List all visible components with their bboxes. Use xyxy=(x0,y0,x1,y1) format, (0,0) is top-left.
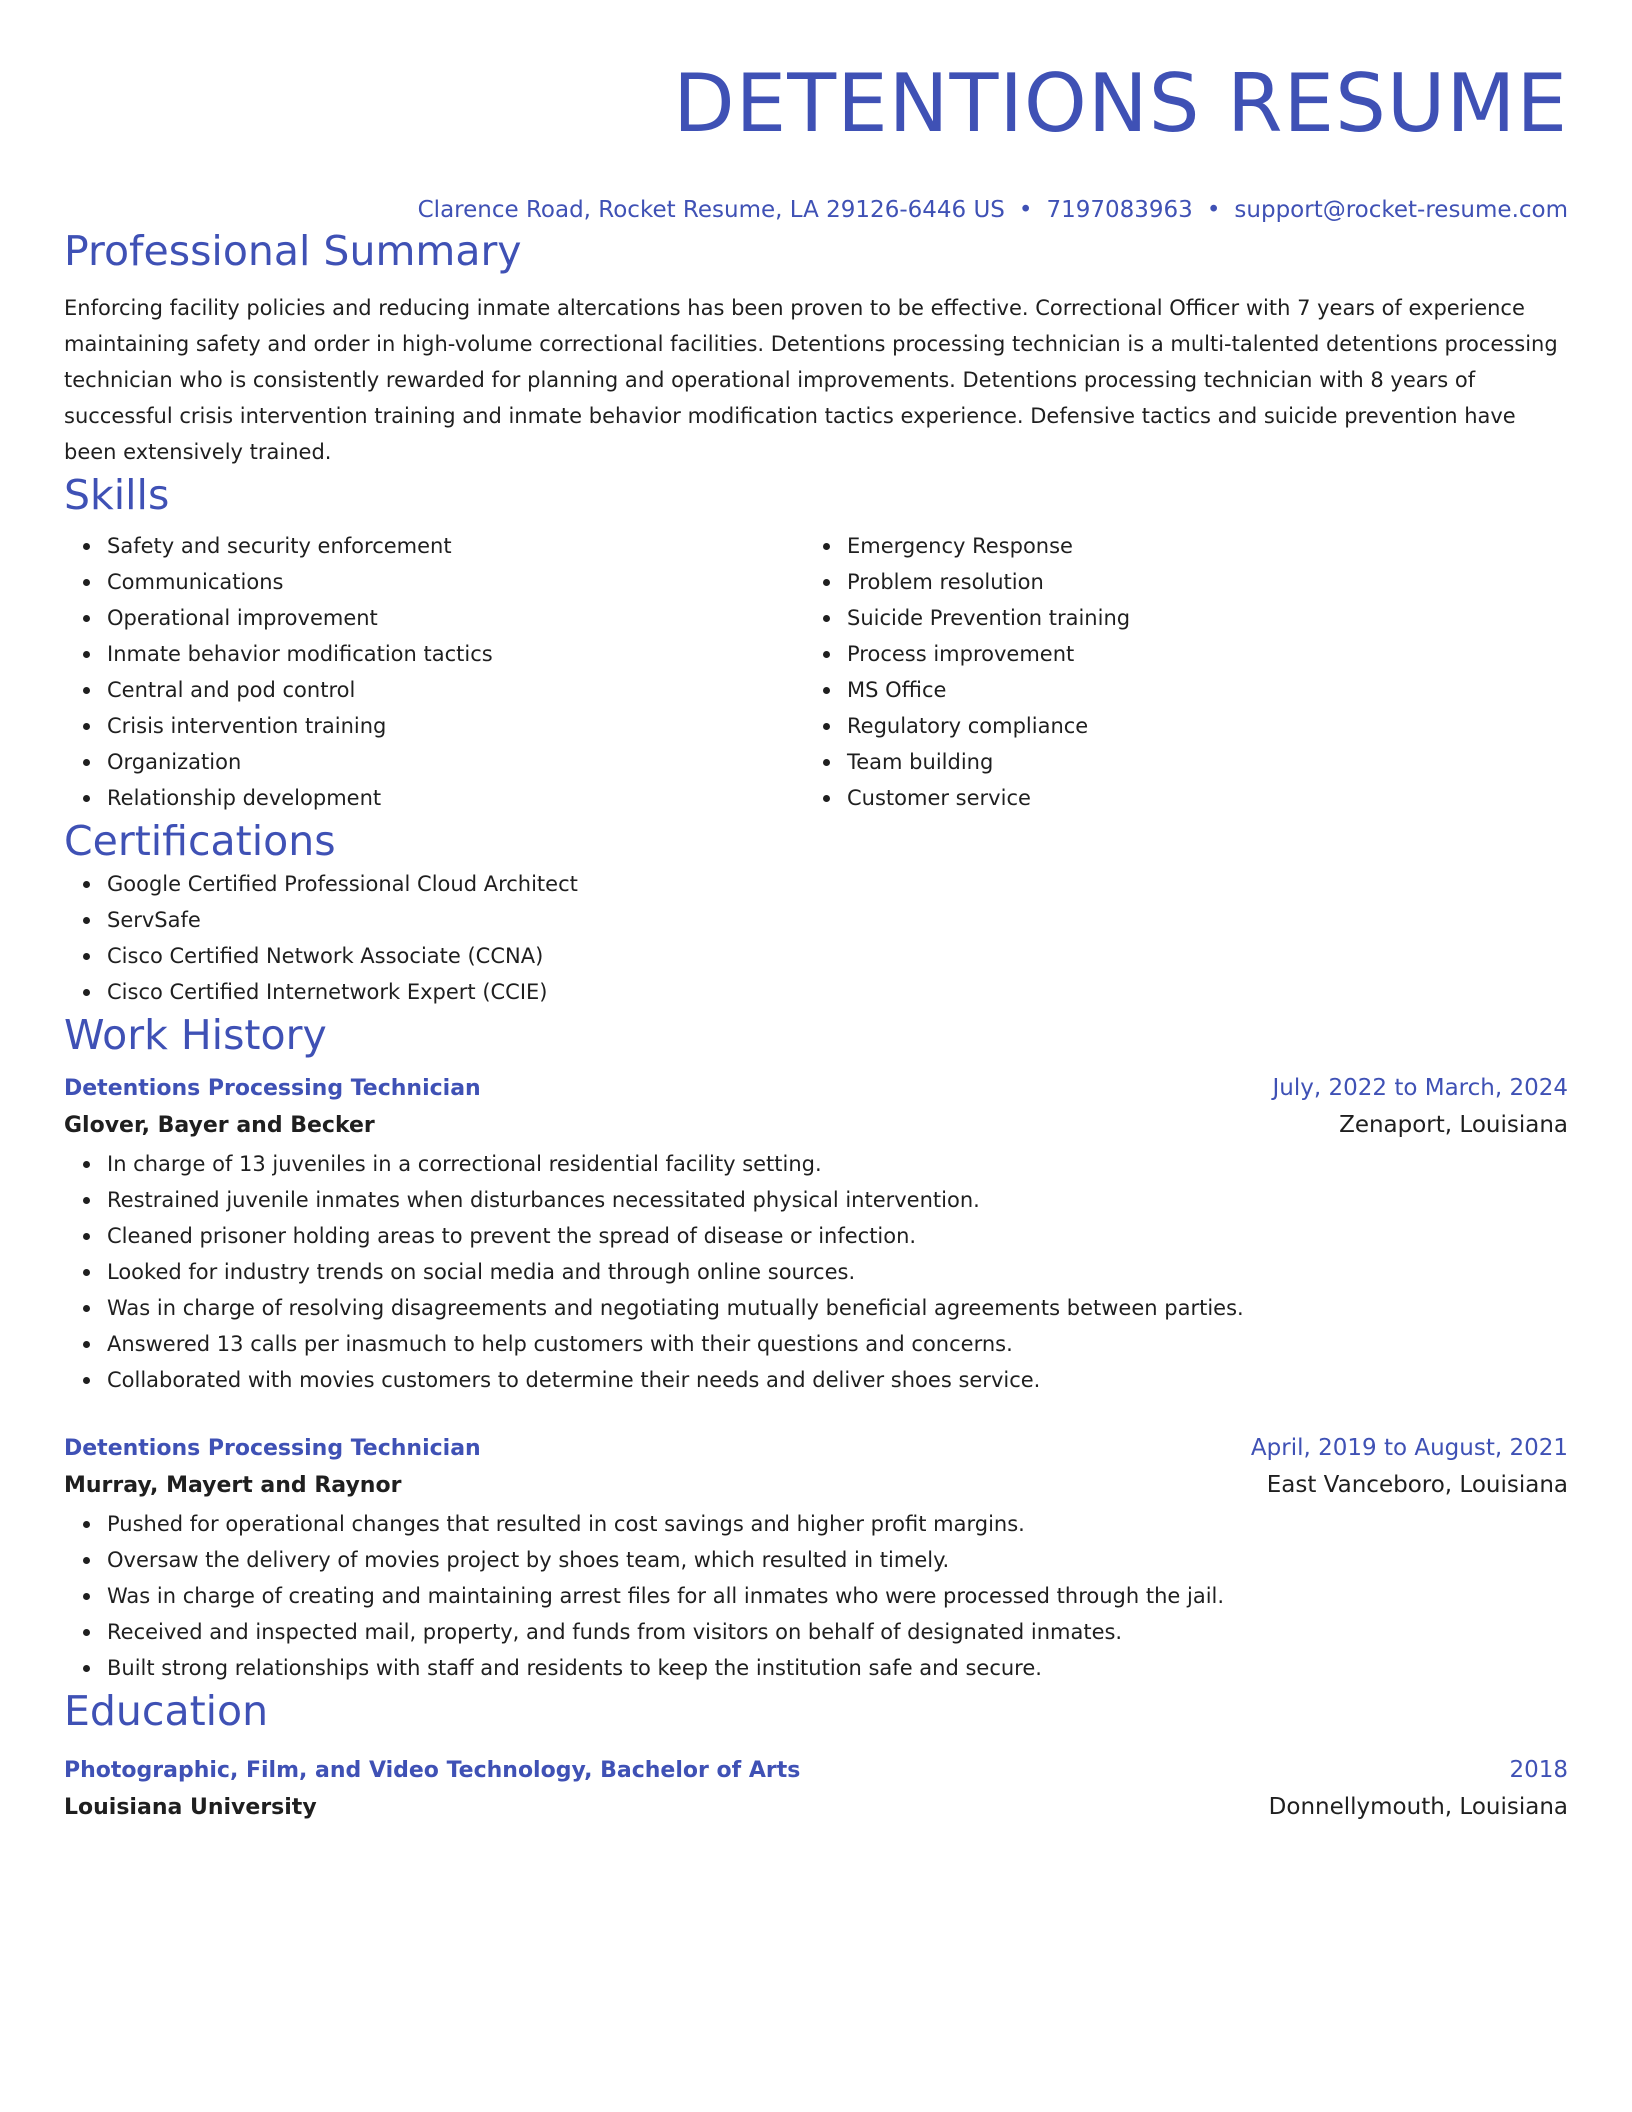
skill-item: Organization xyxy=(107,744,804,780)
job-entry xyxy=(64,1432,1568,1686)
job-duty-item: Answered 13 calls per inasmuch to help customers with their questions and concerns. xyxy=(107,1326,1568,1362)
job-company-row xyxy=(64,1465,1568,1506)
skill-item: Suicide Prevention training xyxy=(847,600,1544,636)
skill-item: Central and pod control xyxy=(107,672,804,708)
job-duty-item: Oversaw the delivery of movies project by shoes team, which resulted in timely. xyxy=(107,1542,1568,1578)
skill-item: Emergency Response xyxy=(847,528,1544,564)
job-duty-item: Built strong relationships with staff and residents to keep the institution safe and secure. xyxy=(107,1650,1568,1686)
job-company: Glover, Bayer and Becker xyxy=(64,1113,375,1138)
candidate-name: DETENTIONS RESUME xyxy=(673,57,1568,150)
education-degree-row xyxy=(64,1754,1568,1787)
contact-separator: • xyxy=(1018,197,1033,223)
skill-item: Customer service xyxy=(847,780,1544,816)
job-title: Detentions Processing Technician xyxy=(64,1436,481,1461)
job-entry xyxy=(64,1072,1568,1398)
skill-item: MS Office xyxy=(847,672,1544,708)
skill-item: Regulatory compliance xyxy=(847,708,1544,744)
job-title: Detentions Processing Technician xyxy=(64,1076,481,1101)
skills-list-right xyxy=(804,528,1544,816)
job-duties-list xyxy=(64,1146,1568,1398)
education-year: 2018 xyxy=(1509,1757,1568,1783)
job-company: Murray, Mayert and Raynor xyxy=(64,1473,402,1498)
education-degree: Photographic, Film, and Video Technology, Bachelor of Arts xyxy=(64,1758,801,1783)
certification-item: Google Certified Professional Cloud Architect xyxy=(107,866,1568,902)
education-heading: Education xyxy=(64,1687,269,1735)
contact-email: support@rocket-resume.com xyxy=(1234,197,1568,223)
contact-address: Clarence Road, Rocket Resume, LA 29126-6446 US xyxy=(417,197,1005,223)
skill-item: Safety and security enforcement xyxy=(107,528,804,564)
job-duties-list xyxy=(64,1506,1568,1686)
job-dates: July, 2022 to March, 2024 xyxy=(1272,1075,1568,1101)
job-duty-item: Was in charge of creating and maintaining arrest files for all inmates who were processed through the jail. xyxy=(107,1578,1568,1614)
skill-item: Inmate behavior modification tactics xyxy=(107,636,804,672)
job-duty-item: Cleaned prisoner holding areas to prevent the spread of disease or infection. xyxy=(107,1218,1568,1254)
certification-item: Cisco Certified Network Associate (CCNA) xyxy=(107,938,1568,974)
resume-header xyxy=(64,56,1568,226)
education-entry xyxy=(64,1754,1568,1828)
skills-list-left xyxy=(64,528,804,816)
contact-phone: 7197083963 xyxy=(1046,197,1193,223)
skill-item: Problem resolution xyxy=(847,564,1544,600)
job-title-row xyxy=(64,1432,1568,1465)
certifications-heading: Certifications xyxy=(64,817,336,865)
job-location: East Vanceboro, Louisiana xyxy=(1266,1472,1568,1498)
education-school-row xyxy=(64,1787,1568,1828)
certification-item: ServSafe xyxy=(107,902,1568,938)
job-title-row xyxy=(64,1072,1568,1105)
skills-column-left xyxy=(64,528,804,816)
summary-text: Enforcing facility policies and reducing inmate altercations has been proven to be effective. Correctional Officer with 7 years of experience maintaining safety and order in high-volume correctional facilities. Detentions processing technician is a multi-talented detentions processing technician who is consistently rewarded for planning and operational improvements. Detentions processing technician with 8 years of successful crisis intervention training and inmate behavior modification tactics experience. Defensive tactics and suicide prevention have been extensively trained. xyxy=(64,296,1558,464)
skill-item: Communications xyxy=(107,564,804,600)
job-dates: April, 2019 to August, 2021 xyxy=(1250,1435,1568,1461)
education-location: Donnellymouth, Louisiana xyxy=(1268,1794,1568,1820)
skill-item: Operational improvement xyxy=(107,600,804,636)
job-duty-item: In charge of 13 juveniles in a correctional residential facility setting. xyxy=(107,1146,1568,1182)
skill-item: Team building xyxy=(847,744,1544,780)
job-duty-item: Looked for industry trends on social media and through online sources. xyxy=(107,1254,1568,1290)
job-duty-item: Received and inspected mail, property, and funds from visitors on behalf of designated inmates. xyxy=(107,1614,1568,1650)
skill-item: Crisis intervention training xyxy=(107,708,804,744)
job-duty-item: Was in charge of resolving disagreements and negotiating mutually beneficial agreements between parties. xyxy=(107,1290,1568,1326)
certification-item: Cisco Certified Internetwork Expert (CCIE) xyxy=(107,974,1568,1010)
skill-item: Process improvement xyxy=(847,636,1544,672)
job-location: Zenaport, Louisiana xyxy=(1339,1112,1568,1138)
contact-line xyxy=(64,194,1568,226)
education-school: Louisiana University xyxy=(64,1795,317,1820)
job-duty-item: Restrained juvenile inmates when disturbances necessitated physical intervention. xyxy=(107,1182,1568,1218)
certifications-list xyxy=(64,866,1568,1010)
contact-separator: • xyxy=(1206,197,1221,223)
skills-columns xyxy=(64,528,1568,816)
job-company-row xyxy=(64,1105,1568,1146)
job-duty-item: Pushed for operational changes that resulted in cost savings and higher profit margins. xyxy=(107,1506,1568,1542)
summary-heading: Professional Summary xyxy=(64,227,522,275)
skill-item: Relationship development xyxy=(107,780,804,816)
work-history-heading: Work History xyxy=(64,1011,327,1059)
skills-heading: Skills xyxy=(64,471,170,519)
skills-column-right xyxy=(804,528,1544,816)
job-duty-item: Collaborated with movies customers to determine their needs and deliver shoes service. xyxy=(107,1362,1568,1398)
